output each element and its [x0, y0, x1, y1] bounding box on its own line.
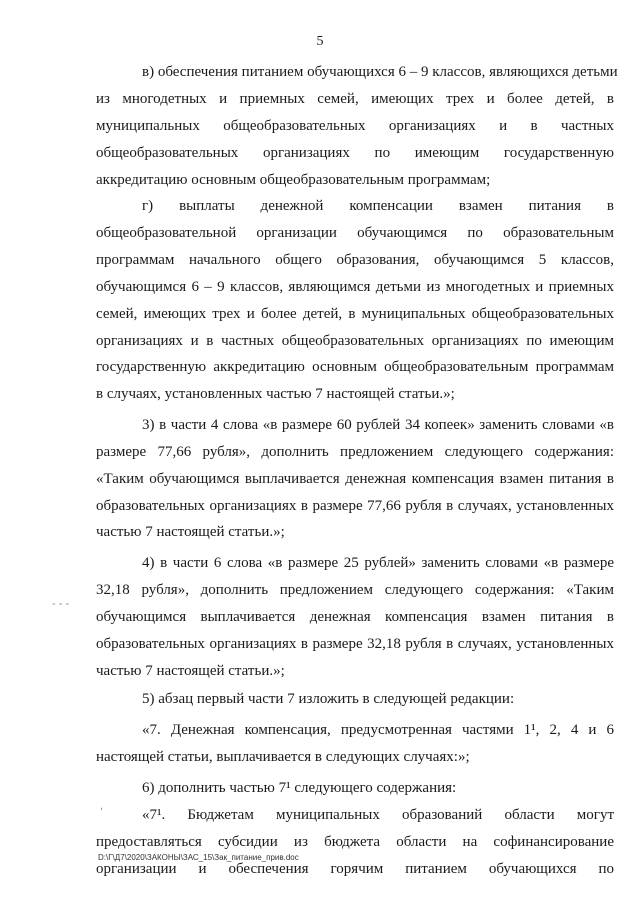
- text-line: программам начального общего образования, обучающимся 5 классов,: [96, 252, 614, 268]
- text-line: муниципальных общеобразовательных организациях и в частных: [96, 118, 614, 134]
- text-line: общеобразовательной организации обучающимся по образовательным: [96, 225, 614, 241]
- text-line: организациях и в частных общеобразовательных организациях по имеющим: [96, 333, 614, 349]
- text-line: в) обеспечения питанием обучающихся 6 – 9 классов, являющихся детьми: [142, 64, 618, 80]
- page-number: 5: [316, 34, 324, 49]
- scan-mark: ,: [100, 800, 104, 812]
- text-line: образовательных организациях в размере 77,66 рубля в случаях, установленных: [96, 498, 614, 514]
- text-line: семей, имеющих трех и более детей, в муниципальных общеобразовательных: [96, 306, 614, 322]
- text-line: «Таким обучающимся выплачивается денежная компенсация взамен питания в: [96, 471, 614, 487]
- text-line: организации и обеспечения горячим питанием обучающихся по: [96, 861, 614, 877]
- text-line: размере 77,66 рубля», дополнить предложением следующего содержания:: [96, 444, 614, 460]
- text-line: в случаях, установленных частью 7 настоящей статьи.»;: [96, 386, 455, 402]
- text-line: частью 7 настоящей статьи.»;: [96, 524, 285, 540]
- text-line: из многодетных и приемных семей, имеющих трех и более детей, в: [96, 91, 614, 107]
- text-line: 6) дополнить частью 7¹ следующего содержания:: [142, 780, 457, 796]
- text-line: настоящей статьи, выплачивается в следующих случаях:»;: [96, 749, 470, 765]
- text-line: частью 7 настоящей статьи.»;: [96, 663, 285, 679]
- text-line: г) выплаты денежной компенсации взамен питания в: [142, 198, 614, 214]
- text-line: 4) в части 6 слова «в размере 25 рублей» заменить словами «в размере: [142, 555, 614, 571]
- file-path-footer: D:\Г\Д7\2020\ЗАКОНЫ\ЗАС_15\Зак_питание_прив.doc: [98, 853, 299, 862]
- text-line: обучающимся 6 – 9 классов, являющимся детьми из многодетных и приемных: [96, 279, 614, 295]
- text-line: обучающимся выплачивается денежная компенсация взамен питания в: [96, 609, 614, 625]
- text-line: 3) в части 4 слова «в размере 60 рублей 34 копеек» заменить словами «в: [142, 417, 614, 433]
- text-line: образовательных организациях в размере 32,18 рубля в случаях, установленных: [96, 636, 614, 652]
- text-line: 32,18 рубля», дополнить предложением следующего содержания: «Таким: [96, 582, 614, 598]
- text-line: государственную аккредитацию основным общеобразовательным программам: [96, 359, 614, 375]
- text-line: аккредитацию основным общеобразовательным программам;: [96, 172, 491, 188]
- text-line: 5) абзац первый части 7 изложить в следующей редакции:: [142, 691, 515, 707]
- scan-mark: - - -: [52, 598, 70, 610]
- text-line: «7. Денежная компенсация, предусмотренная частями 1¹, 2, 4 и 6: [142, 722, 614, 738]
- text-line: «7¹. Бюджетам муниципальных образований области могут: [142, 807, 614, 823]
- text-line: общеобразовательных организациях по имеющим государственную: [96, 145, 614, 161]
- text-line: предоставляться субсидии из бюджета области на софинансирование: [96, 834, 614, 850]
